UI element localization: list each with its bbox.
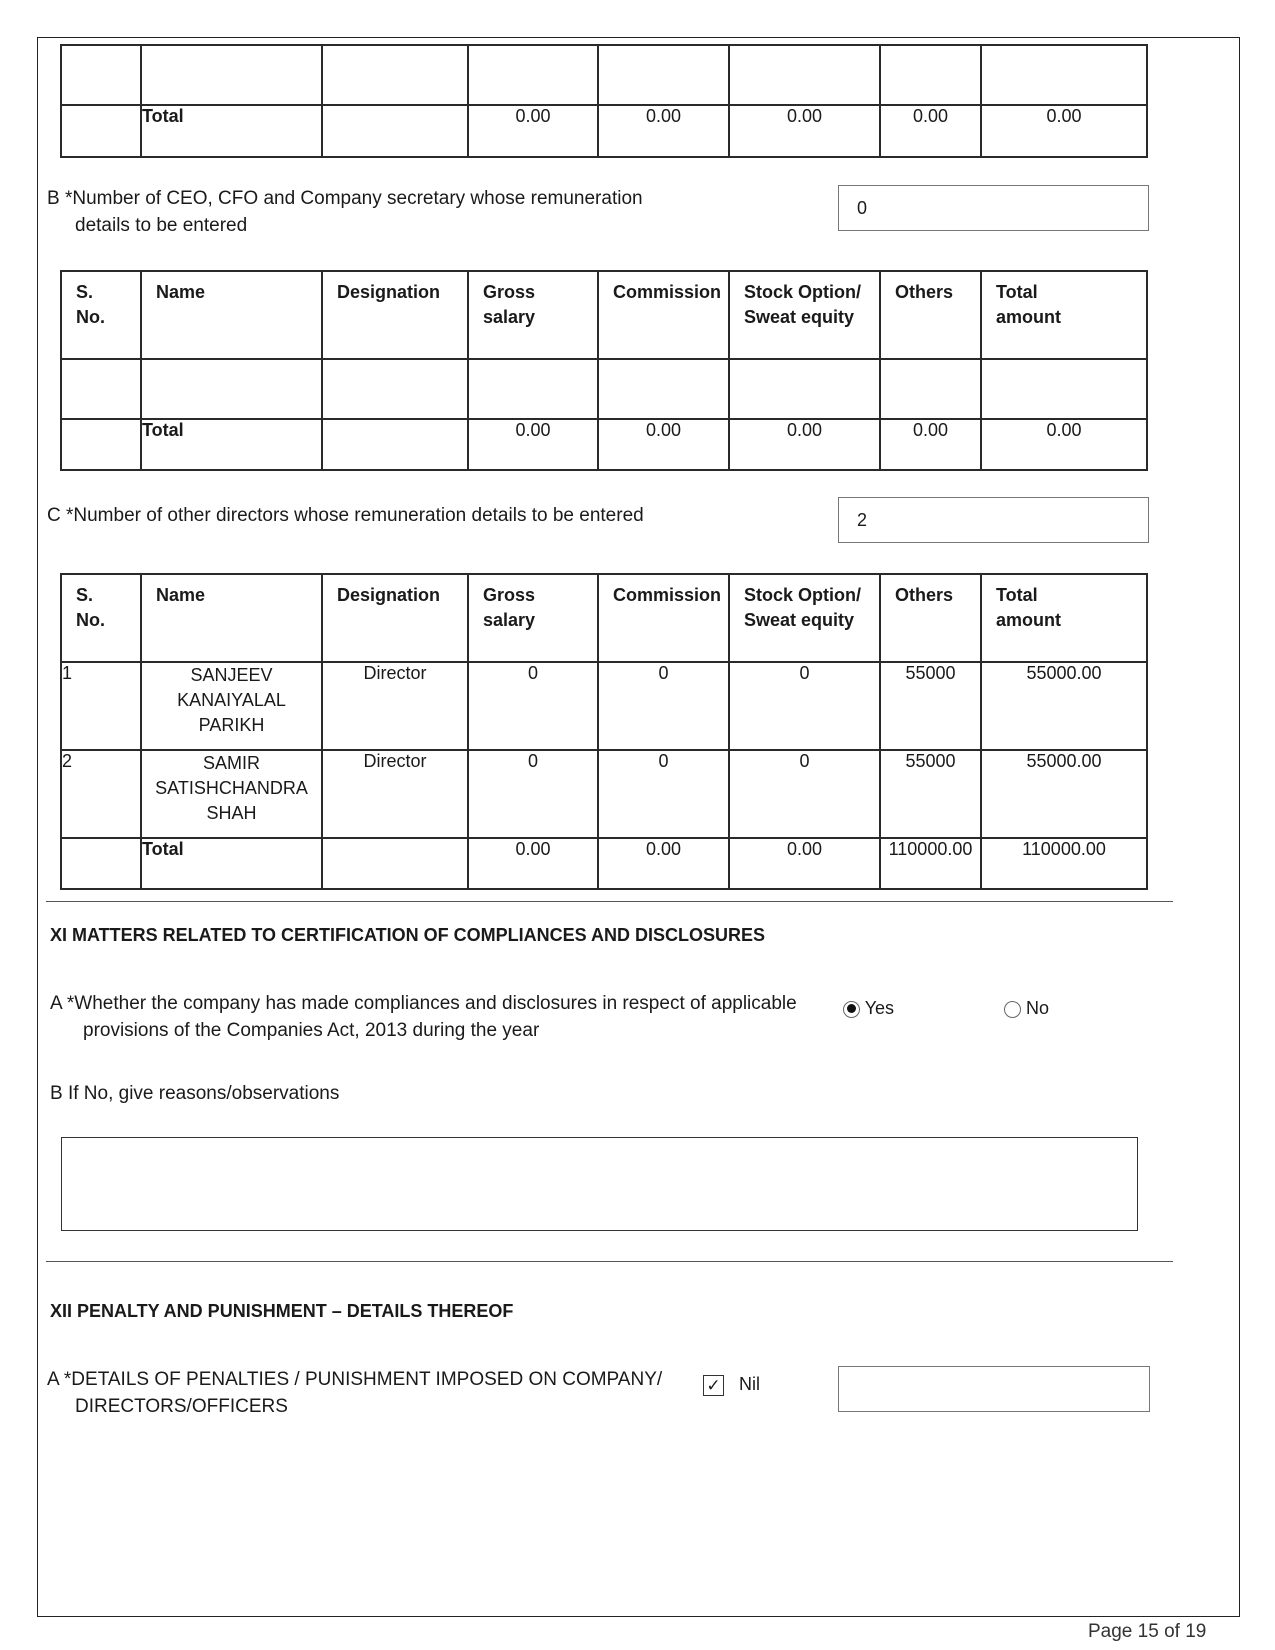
header-sno: S. No. <box>61 574 141 662</box>
name-line: SHAH <box>206 803 257 823</box>
cell-sno: 2 <box>61 750 141 838</box>
cell <box>61 838 141 889</box>
divider <box>46 901 1173 902</box>
label-line: A *DETAILS OF PENALTIES / PUNISHMENT IMPOSED ON COMPANY/ <box>47 1369 663 1390</box>
header-gross-salary: Gross salary <box>468 574 598 662</box>
cell <box>322 419 468 470</box>
section-xi-title: XI MATTERS RELATED TO CERTIFICATION OF COMPLIANCES AND DISCLOSURES <box>50 925 766 945</box>
total-commission: 0.00 <box>598 105 729 157</box>
cell-others: 55000 <box>880 750 981 838</box>
header-commission: Commission <box>598 271 729 359</box>
total-gross-salary: 0.00 <box>468 838 598 889</box>
other-directors-count-input[interactable] <box>838 497 1149 543</box>
cell-stock-option: 0 <box>729 750 880 838</box>
cell-designation: Director <box>322 662 468 750</box>
input-value: 2 <box>857 509 868 530</box>
total-label: Total <box>141 838 322 889</box>
total-stock-option: 0.00 <box>729 419 880 470</box>
total-others: 0.00 <box>880 105 981 157</box>
cell[interactable] <box>468 45 598 105</box>
header-designation: Designation <box>322 574 468 662</box>
total-others: 0.00 <box>880 419 981 470</box>
radio-checked-icon[interactable] <box>843 1001 860 1018</box>
total-amount: 0.00 <box>981 419 1147 470</box>
section-xi-b-label: B If No, give reasons/observations <box>50 1083 340 1104</box>
header-others: Others <box>880 271 981 359</box>
header-stock-option: Stock Option/ Sweat equity <box>729 271 880 359</box>
label-line: B *Number of CEO, CFO and Company secretary whose remuneration <box>47 188 643 209</box>
cell-total-amount: 55000.00 <box>981 662 1147 750</box>
cell-designation: Director <box>322 750 468 838</box>
no-radio-option[interactable] <box>1004 998 1049 1019</box>
cell <box>61 419 141 470</box>
cell <box>322 838 468 889</box>
total-others: 110000.00 <box>880 838 981 889</box>
table-row <box>61 662 1147 750</box>
cell[interactable] <box>598 359 729 419</box>
total-amount: 110000.00 <box>981 838 1147 889</box>
ceo-cfo-remuneration-table <box>60 270 1148 471</box>
total-amount: 0.00 <box>981 105 1147 157</box>
cell-sno: 1 <box>61 662 141 750</box>
total-stock-option: 0.00 <box>729 838 880 889</box>
cell-total-amount: 55000.00 <box>981 750 1147 838</box>
header-name: Name <box>141 271 322 359</box>
cell[interactable] <box>322 45 468 105</box>
total-label: Total <box>141 419 322 470</box>
total-stock-option: 0.00 <box>729 105 880 157</box>
header-designation: Designation <box>322 271 468 359</box>
checkmark-icon[interactable]: ✓ <box>703 1375 724 1396</box>
name-line: SAMIR <box>202 753 260 773</box>
header-sno: S. No. <box>61 271 141 359</box>
nil-label: Nil <box>739 1374 761 1394</box>
label-line: DIRECTORS/OFFICERS <box>75 1396 288 1417</box>
cell[interactable] <box>141 45 322 105</box>
name-line: SATISHCHANDRA <box>155 778 308 798</box>
total-gross-salary: 0.00 <box>468 105 598 157</box>
cell <box>61 105 141 157</box>
cell[interactable] <box>880 359 981 419</box>
ceo-cfo-count-input[interactable] <box>838 185 1149 231</box>
header-row <box>61 271 1147 359</box>
name-line: PARIKH <box>198 715 265 735</box>
total-row <box>61 105 1147 157</box>
cell <box>322 105 468 157</box>
total-commission: 0.00 <box>598 419 729 470</box>
divider <box>46 1261 1173 1262</box>
cell[interactable] <box>880 45 981 105</box>
input-value: 0 <box>857 197 868 218</box>
nil-checkbox-option[interactable] <box>703 1374 760 1396</box>
cell-commission: 0 <box>598 750 729 838</box>
header-name: Name <box>141 574 322 662</box>
total-row <box>61 838 1147 889</box>
yes-radio-option[interactable] <box>843 998 894 1019</box>
table-row <box>61 359 1147 419</box>
header-commission: Commission <box>598 574 729 662</box>
radio-unchecked-icon[interactable] <box>1004 1001 1021 1018</box>
section-xii-a-label <box>47 1366 662 1420</box>
cell-gross-salary: 0 <box>468 750 598 838</box>
cell[interactable] <box>981 359 1147 419</box>
header-row <box>61 574 1147 662</box>
cell-name <box>141 750 322 838</box>
header-total-amount: Total amount <box>981 271 1147 359</box>
cell-commission: 0 <box>598 662 729 750</box>
no-label: No <box>1026 998 1050 1018</box>
total-gross-salary: 0.00 <box>468 419 598 470</box>
yes-label: Yes <box>864 998 895 1018</box>
table-row <box>61 750 1147 838</box>
section-xi-a-label <box>50 990 797 1044</box>
name-line: KANAIYALAL <box>177 690 286 710</box>
cell[interactable] <box>61 359 141 419</box>
cell-others: 55000 <box>880 662 981 750</box>
label-line: A *Whether the company has made compliances and disclosures in respect of applicable <box>50 993 797 1014</box>
section-c-label: C *Number of other directors whose remuneration details to be entered <box>47 505 644 526</box>
penalty-details-input[interactable] <box>838 1366 1150 1412</box>
cell-name <box>141 662 322 750</box>
reasons-textarea[interactable] <box>61 1137 1138 1231</box>
cell-gross-salary: 0 <box>468 662 598 750</box>
cell[interactable] <box>61 45 141 105</box>
cell[interactable] <box>729 45 880 105</box>
cell[interactable] <box>729 359 880 419</box>
total-row <box>61 419 1147 470</box>
section-xii-title: XII PENALTY AND PUNISHMENT – DETAILS THEREOF <box>50 1301 514 1321</box>
label-line: details to be entered <box>75 215 248 236</box>
cell[interactable] <box>468 359 598 419</box>
cell[interactable] <box>981 45 1147 105</box>
header-stock-option: Stock Option/ Sweat equity <box>729 574 880 662</box>
table-row <box>61 45 1147 105</box>
header-gross-salary: Gross salary <box>468 271 598 359</box>
table-a-tail <box>60 44 1148 158</box>
total-commission: 0.00 <box>598 838 729 889</box>
header-others: Others <box>880 574 981 662</box>
other-directors-remuneration-table <box>60 573 1148 890</box>
cell[interactable] <box>141 359 322 419</box>
total-label: Total <box>141 105 322 157</box>
name-line: SANJEEV <box>190 665 273 685</box>
page-number: Page 15 of 19 <box>1088 1621 1207 1642</box>
header-total-amount: Total amount <box>981 574 1147 662</box>
cell-stock-option: 0 <box>729 662 880 750</box>
cell[interactable] <box>322 359 468 419</box>
section-b-label <box>47 185 643 239</box>
label-line: provisions of the Companies Act, 2013 during the year <box>83 1020 540 1041</box>
cell[interactable] <box>598 45 729 105</box>
